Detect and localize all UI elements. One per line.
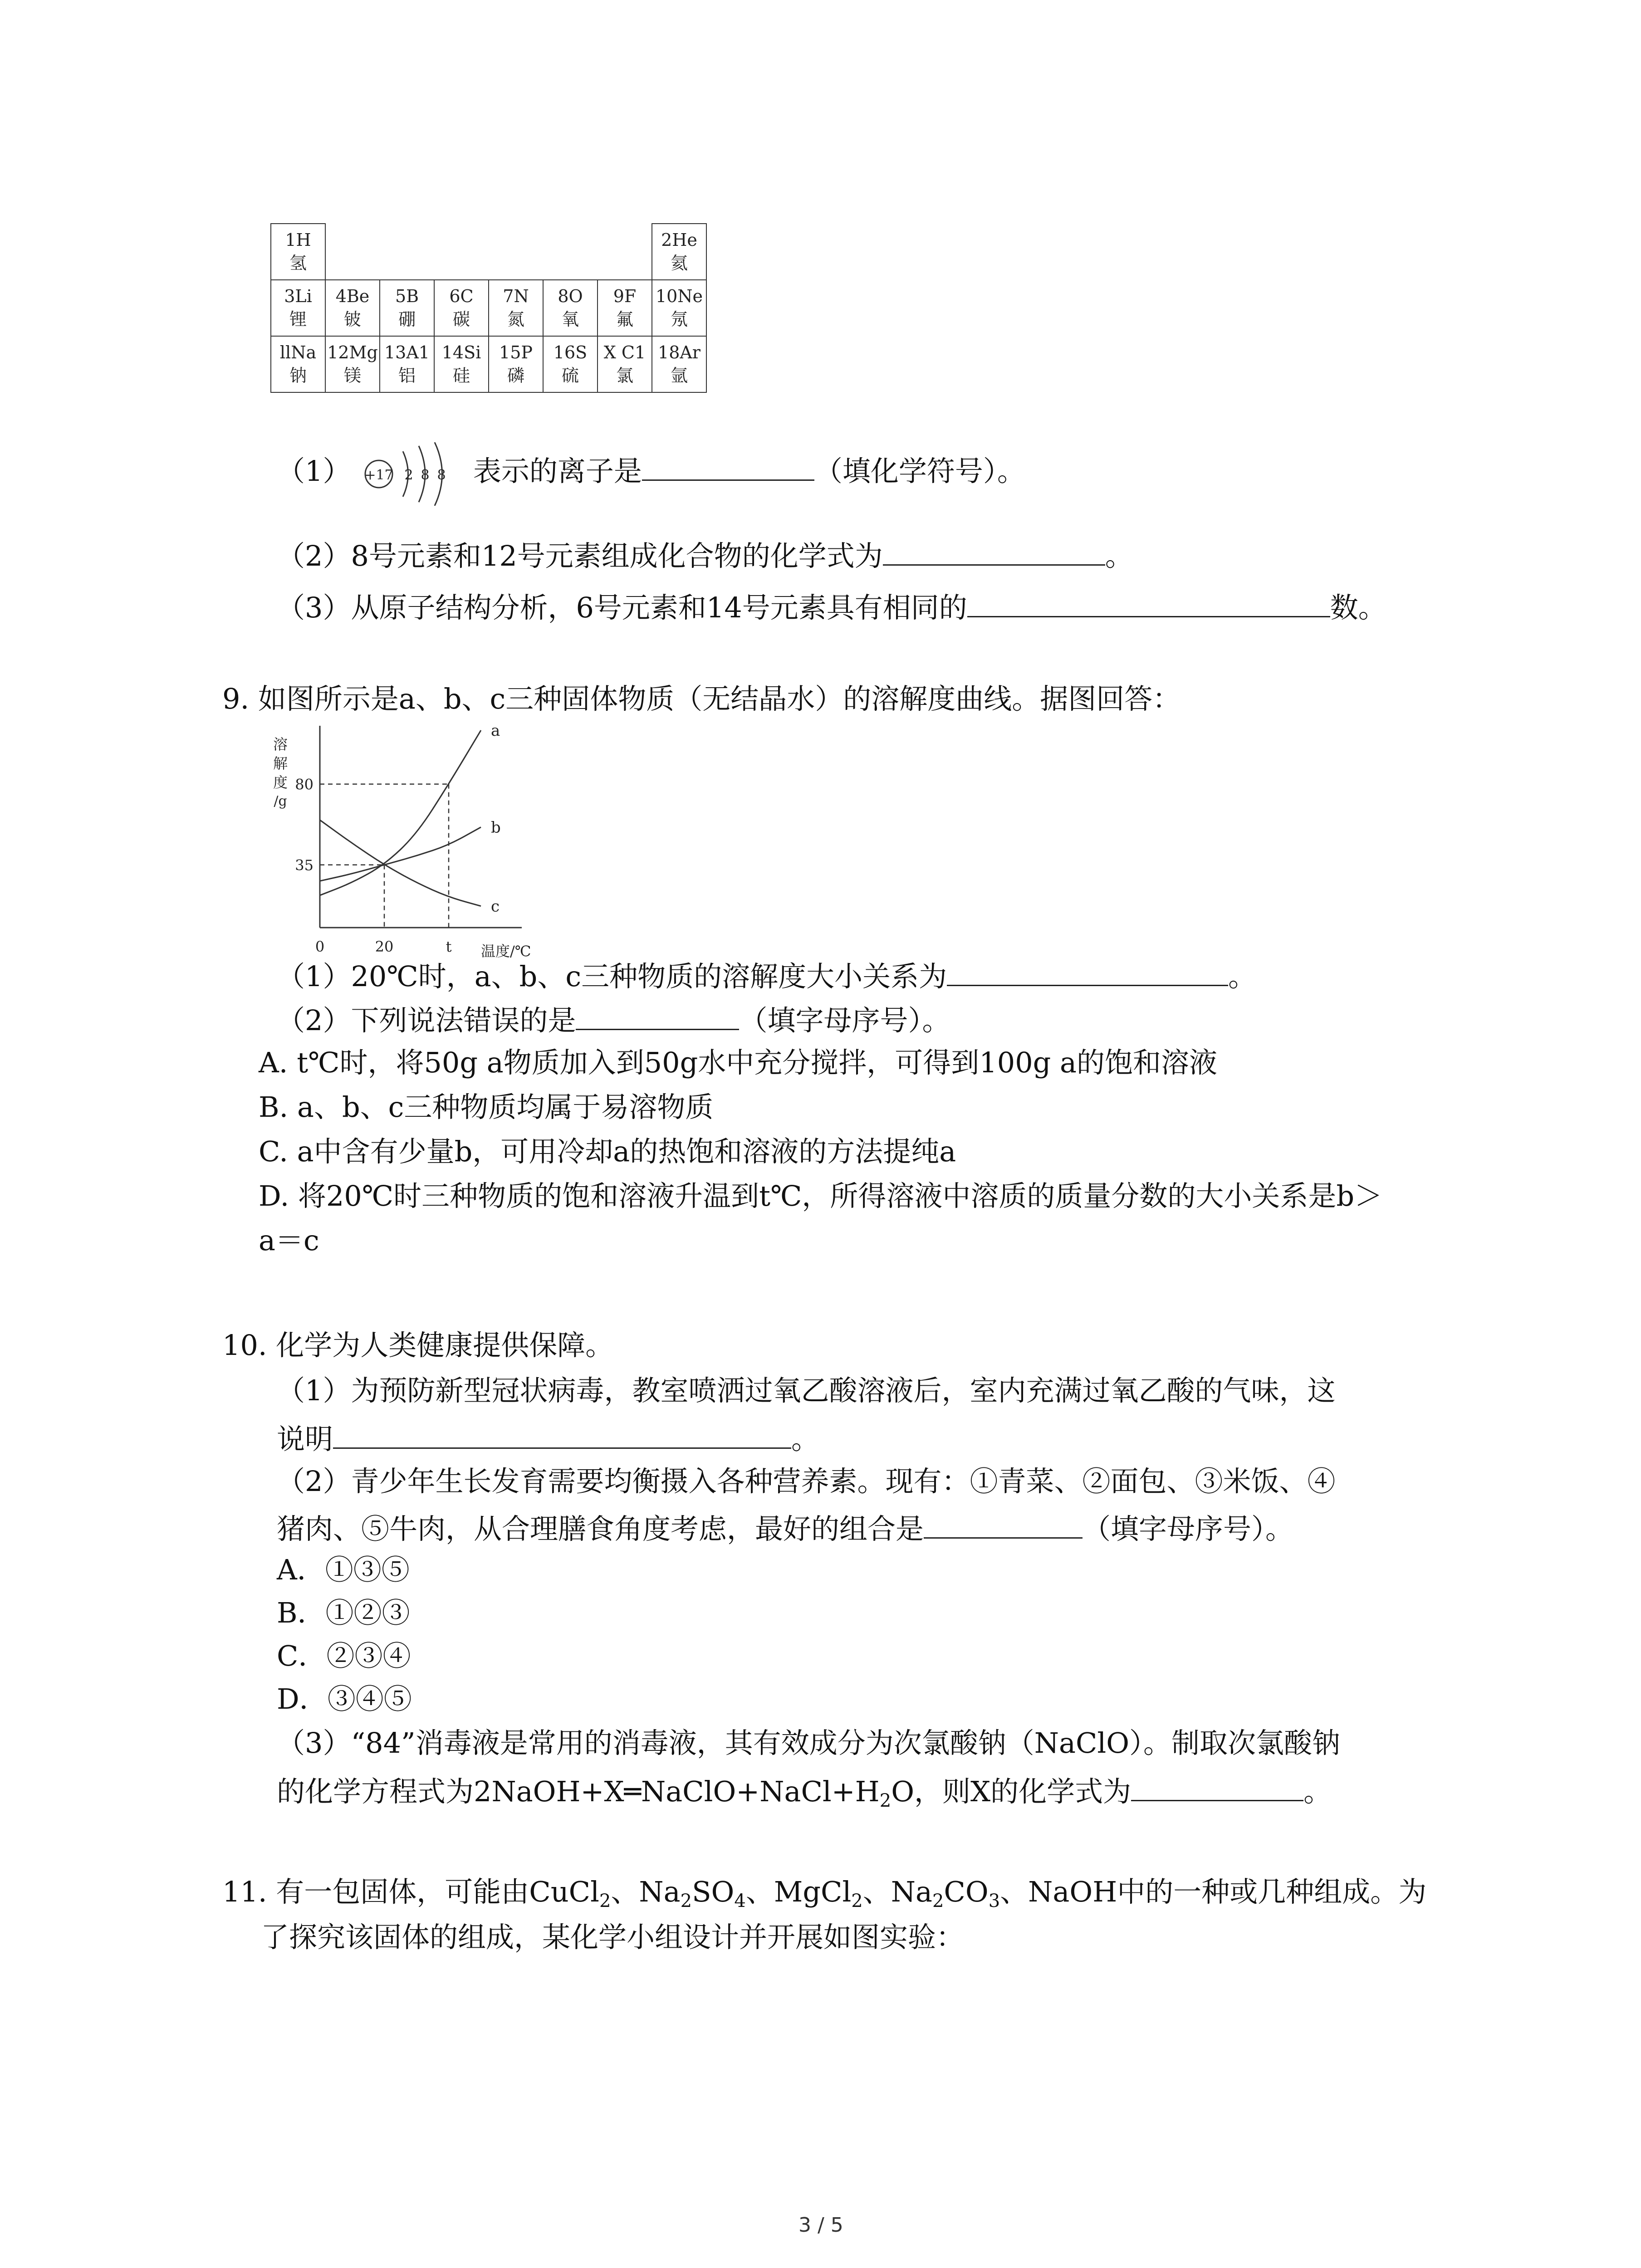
tick-label: 0 [315, 938, 325, 955]
q9-option-d: D. 将20℃时三种物质的饱和溶液升温到t℃，所得溶液中溶质的质量分数的大小关系是b＞ [259, 1179, 1383, 1212]
answer-blank[interactable] [924, 1512, 1083, 1539]
series-line-c [320, 820, 481, 906]
q8-part2-suffix: 。 [1105, 539, 1133, 572]
solubility-chart-svg [268, 726, 540, 962]
element-cell: 3Li 锂 [271, 280, 325, 336]
q9-stem: 9. 如图所示是a、b、c三种固体物质（无结晶水）的溶解度曲线。据图回答： [222, 682, 1181, 715]
subscript: 2 [599, 1891, 611, 1911]
answer-blank[interactable] [947, 959, 1228, 986]
table-gap [325, 224, 652, 280]
q10-part1-cont [277, 1422, 820, 1456]
element-cell: 18Ar 氩 [652, 336, 706, 392]
subscript: 2 [932, 1891, 944, 1911]
q10-part1-suffix: 。 [791, 1422, 820, 1456]
element-cell: llNa 钠 [271, 336, 325, 392]
table-row [271, 336, 706, 392]
q8-part1-suffix: （填化学符号）。 [814, 455, 1025, 488]
y-axis-label-char: 溶 [273, 736, 288, 753]
q9-part2 [277, 1003, 950, 1035]
q9-option-d-cont: a＝c [259, 1224, 319, 1257]
q9-option-c: C. a中含有少量b，可用冷却a的热饱和溶液的方法提纯a [259, 1135, 956, 1168]
subscript: 2 [680, 1891, 692, 1911]
ion-shell: 8 [421, 467, 430, 483]
q10-part2-cont [277, 1512, 1293, 1543]
subscript: 4 [734, 1891, 746, 1911]
element-cell: 6C 碳 [434, 280, 489, 336]
q10-part1-lead: 说明 [277, 1422, 333, 1456]
element-cell: 14Si 硅 [434, 336, 489, 392]
y-axis-label [273, 736, 288, 809]
q10-part2: （2）青少年生长发育需要均衡摄入各种营养素。现有：①青菜、②面包、③米饭、④ [277, 1465, 1336, 1498]
element-cell: 12Mg 镁 [325, 336, 380, 392]
x-axis-label: 温度/℃ [481, 943, 531, 960]
series-line-a [320, 730, 481, 895]
q11-text: 、Na [611, 1875, 681, 1908]
q10-part3-cont [277, 1774, 1332, 1810]
element-cell: 9F 氟 [598, 280, 652, 336]
element-cell: 16S 硫 [543, 336, 598, 392]
element-cell: 13A1 铝 [380, 336, 434, 392]
subscript: 2 [851, 1891, 863, 1911]
series-label: a [491, 726, 500, 740]
q10-part3: （3）“84”消毒液是常用的消毒液，其有效成分为次氯酸钠（NaClO）。制取次氯酸钠 [277, 1726, 1341, 1760]
q8-part1-prefix: （1） [277, 455, 351, 488]
element-cell: 15P 磷 [489, 336, 543, 392]
series-group [320, 726, 501, 916]
answer-blank[interactable] [967, 591, 1330, 617]
subscript: 2 [879, 1790, 892, 1811]
q9-part1-text: （1）20℃时，a、b、c三种物质的溶解度大小关系为 [277, 960, 947, 993]
y-axis-label-char: 解 [273, 755, 288, 772]
q9-part2-suffix: （填字母序号）。 [739, 1004, 950, 1037]
solubility-chart [268, 726, 540, 963]
ion-structure-diagram [360, 442, 464, 506]
q11-text: 、Na [862, 1875, 932, 1908]
q10-part2-lead: 猪肉、⑤牛肉，从合理膳食角度考虑，最好的组合是 [277, 1512, 924, 1545]
ion-shell: 2 [404, 467, 413, 483]
q11-text: 、MgCl [745, 1875, 852, 1908]
guide-lines [320, 784, 449, 928]
q8-part3 [277, 591, 1386, 622]
q8-part3-suffix: 数。 [1330, 591, 1386, 624]
tick-label: t [446, 938, 452, 955]
q11-text: SO [692, 1875, 735, 1908]
q11-stem [222, 1875, 1427, 1911]
series-label: c [491, 897, 500, 916]
ion-nucleus: +17 [364, 467, 393, 483]
q10-part2-suffix: （填字母序号）。 [1083, 1512, 1294, 1545]
q10-equation-rest: O，则X的化学式为 [891, 1775, 1132, 1808]
answer-blank[interactable] [576, 1003, 739, 1030]
q10-stem: 10. 化学为人类健康提供保障。 [222, 1329, 614, 1362]
q9-part2-text: （2）下列说法错误的是 [277, 1004, 576, 1037]
q8-part3-text: （3）从原子结构分析，6号元素和14号元素具有相同的 [277, 591, 967, 624]
answer-blank[interactable] [333, 1422, 791, 1449]
q10-equation: 的化学方程式为2NaOH+X═NaClO+NaCl+H [277, 1775, 880, 1808]
periodic-table [270, 223, 707, 393]
q8-part1 [277, 442, 1025, 506]
tick-label: 80 [295, 776, 314, 793]
table-row [271, 224, 706, 280]
answer-blank[interactable] [883, 539, 1105, 566]
element-cell: 2He 氦 [652, 224, 706, 280]
ion-shell: 8 [437, 467, 446, 483]
q10-option-b: B．①②③ [277, 1596, 410, 1629]
q9-option-b: B. a、b、c三种物质均属于易溶物质 [259, 1090, 714, 1124]
element-cell: 10Ne 氖 [652, 280, 706, 336]
element-cell: 8O 氧 [543, 280, 598, 336]
y-axis-label-char: /g [274, 793, 287, 809]
page-number: 3 / 5 [798, 2214, 843, 2237]
q8-part2-text: （2）8号元素和12号元素组成化合物的化学式为 [277, 539, 883, 572]
q10-option-d: D．③④⑤ [277, 1682, 412, 1716]
q11-stem-cont: 了探究该固体的组成，某化学小组设计并开展如图实验： [261, 1921, 965, 1954]
q10-option-c: C．②③④ [277, 1639, 411, 1672]
subscript: 3 [988, 1891, 1000, 1911]
series-label: b [491, 818, 501, 837]
element-cell: 1H 氢 [271, 224, 325, 280]
q8-part2 [277, 539, 1133, 570]
table-row [271, 280, 706, 336]
q9-part1-suffix: 。 [1228, 960, 1257, 993]
element-cell: 7N 氮 [489, 280, 543, 336]
tick-labels [295, 776, 451, 955]
answer-blank[interactable] [1131, 1774, 1303, 1801]
q11-text: 、NaOH中的一种或几种组成。为 [1000, 1875, 1427, 1908]
q9-part1 [277, 959, 1256, 991]
q8-part1-text: 表示的离子是 [473, 455, 642, 488]
q10-part1: （1）为预防新型冠状病毒，教室喷洒过氧乙酸溶液后，室内充满过氧乙酸的气味，这 [277, 1374, 1336, 1407]
tick-label: 20 [375, 938, 394, 955]
q10-option-a: A．①③⑤ [277, 1553, 410, 1586]
tick-label: 35 [295, 856, 314, 874]
answer-blank[interactable] [642, 454, 814, 481]
q10-part3-suffix: 。 [1303, 1775, 1332, 1808]
q11-text: 11. 有一包固体，可能由CuCl [222, 1875, 599, 1908]
q9-option-a: A. t℃时，将50g a物质加入到50g水中充分搅拌，可得到100g a的饱和溶液 [259, 1046, 1217, 1079]
element-cell: 4Be 铍 [325, 280, 380, 336]
series-line-b [320, 827, 481, 881]
element-cell: X C1 氯 [598, 336, 652, 392]
element-cell: 5B 硼 [380, 280, 434, 336]
q11-text: CO [944, 1875, 989, 1908]
y-axis-label-char: 度 [273, 774, 288, 791]
